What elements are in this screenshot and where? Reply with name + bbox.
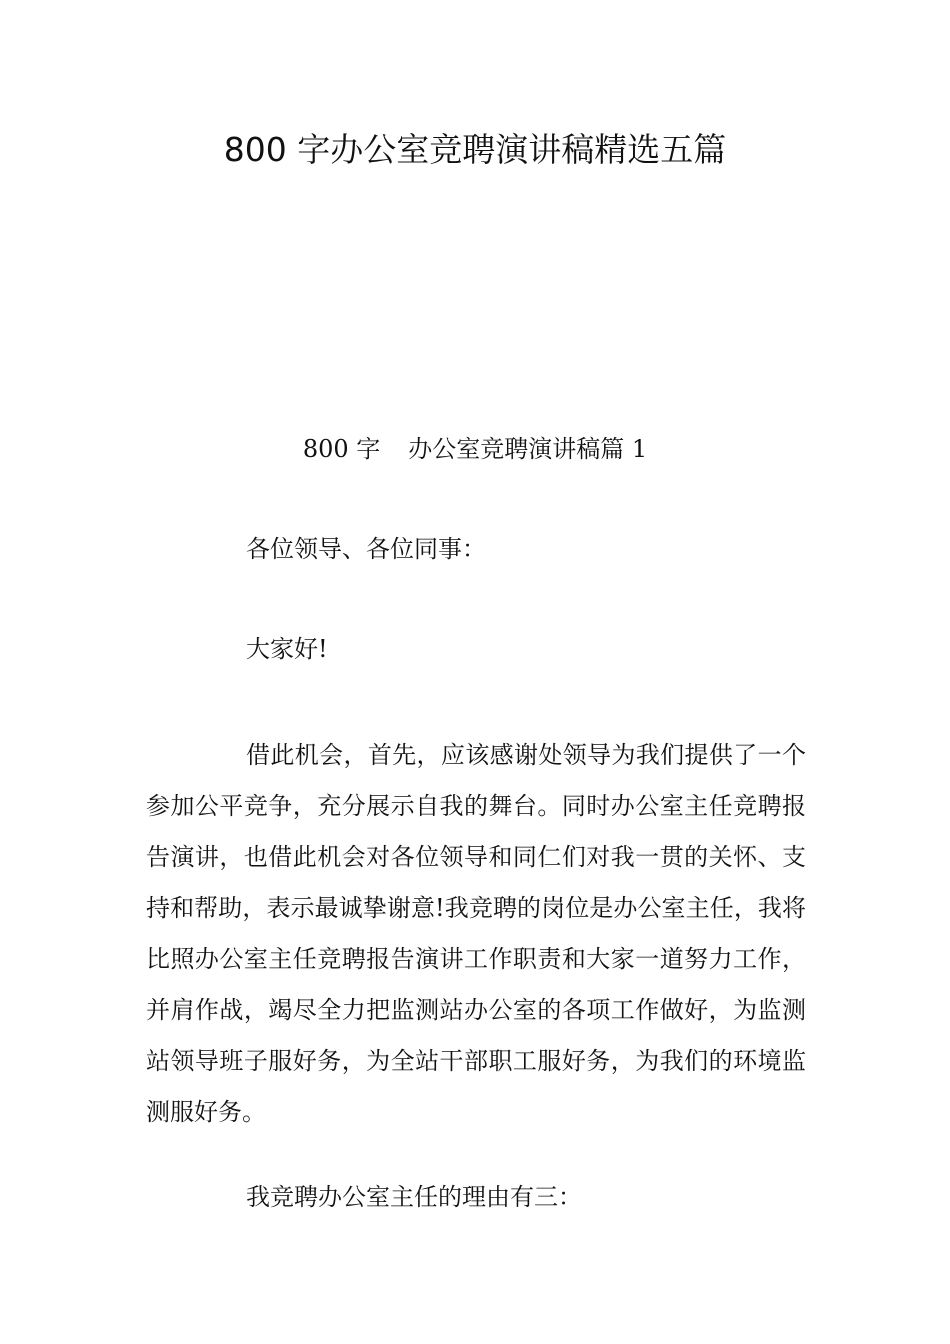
paragraph-reasons-intro: 我竞聘办公室主任的理由有三： (246, 1183, 582, 1211)
body-paragraph: 借此机会，首先，应该感谢处领导为我们提供了一个参加公平竞争，充分展示自我的舞台。同时办公室主任竞聘报告演讲，也借此机会对各位领导和同仁们对我一贯的关怀、支持和帮助，表示最诚挚谢意!我竞聘的岗位是办公室主任，我将比照办公室主任竞聘报告演讲工作职责和大家一道努力工作，并肩作战，竭尽全力把监测站办公室的各项工作做好，为监测站领导班子服好务，为全站干部职工服好务，为我们的环境监测服好务。 (146, 741, 806, 1126)
section-heading (0, 432, 950, 466)
salutation: 各位领导、各位同事： (246, 535, 486, 563)
section-heading-text: 办公室竞聘演讲稿篇 1 (408, 435, 648, 463)
document-title: 800 字办公室竞聘演讲稿精选五篇 (223, 130, 727, 169)
greeting: 大家好! (246, 635, 328, 663)
section-heading-prefix: 800 字 (302, 435, 381, 463)
